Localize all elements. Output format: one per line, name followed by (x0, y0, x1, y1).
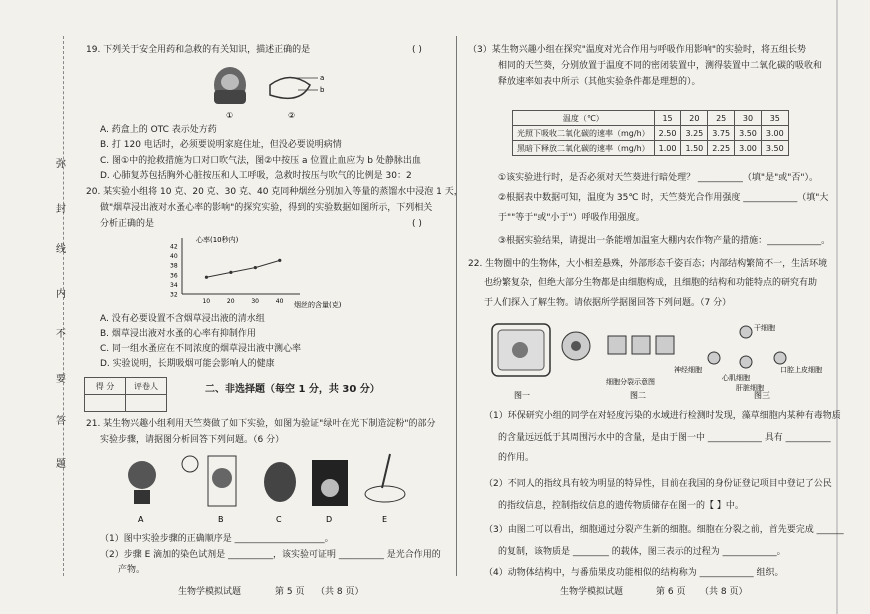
table-cell: 1.00 (654, 141, 681, 156)
q20-line-chart (160, 232, 360, 312)
fig1-label: 图一 (514, 391, 530, 400)
fig-label-b: B (218, 515, 224, 524)
footer-total-right: （共 8 页） (700, 587, 748, 597)
margin-char: 弥 (56, 159, 66, 170)
margin-char: 线 (56, 244, 66, 255)
q22-sub3-line2: 的复制，该物质是 ________ 的载体，图三表示的过程为 ____________。 (498, 547, 786, 557)
table-header: 35 (761, 111, 788, 126)
footer-total-left: （共 8 页） (316, 587, 364, 597)
q21-sub2-line2: 产物。 (118, 565, 146, 575)
chart-x-tick-label: 30 (251, 298, 259, 305)
chart-y-tick-label: 32 (170, 291, 178, 299)
table-header: 温度（℃） (513, 111, 655, 126)
table-cell: 光照下吸收二氧化碳的速率（mg/h） (513, 126, 655, 141)
chart-y-tick-label: 38 (170, 262, 178, 270)
q21-sub2-line1: （2）步骤 E 滴加的染色试剂是 __________，该实验可证明 __________ 是光合作用的 (100, 550, 441, 560)
q19-option-b: B. 打 120 电话时，必须要说明家庭住址，但没必要说明病情 (100, 140, 342, 150)
chart-ylabel: 心率(10秒内) (196, 236, 239, 244)
q21-3-sub2-line1: ②根据表中数据可知，温度为 35℃ 时，天竺葵光合作用强度 ____________（填"大 (498, 193, 829, 203)
q21-3-sub3: ③根据实验结果，请提出一条能增加温室大棚内农作物产量的措施：____________。 (498, 236, 831, 246)
temperature-table (512, 110, 789, 156)
q21-3-line1: （3）某生物兴趣小组在探究"温度对光合作用与呼吸作用影响"的实验时，将五组长势 (468, 45, 807, 55)
q20-line1: 20. 某实验小组将 10 克、20 克、30 克、40 克同种烟丝分别加入等量的蒸馏水中浸泡 1 天， (86, 187, 463, 197)
table-cell: 1.50 (681, 141, 708, 156)
footer-subject-right: 生物学模拟试题 (560, 587, 624, 597)
fig-label-e: E (382, 515, 388, 524)
q21-sub1: （1）图中实验步骤的正确顺序是 ____________________。 (100, 534, 334, 544)
table-cell: 3.50 (735, 126, 762, 141)
q21-figure (120, 450, 420, 530)
chart-x-tick-label: 40 (275, 298, 284, 305)
chart-y-tick-label: 34 (170, 281, 178, 289)
score-label: 得 分 (85, 378, 126, 395)
q20-option-a: A. 没有必要设置不含烟草浸出液的清水组 (100, 314, 265, 324)
score-box (84, 377, 167, 412)
margin-char: 答 (56, 416, 66, 427)
fig-label-d: D (326, 515, 333, 524)
q20-line3: 分析正确的是 (100, 219, 155, 229)
grader-cell[interactable] (126, 395, 167, 412)
q20-bracket: ( ) (412, 219, 422, 229)
q19-option-c: C. 图①中的抢救措施为口对口吹气法，图②中按压 a 位置止血应为 b 处静脉出血 (100, 156, 421, 166)
chart-data-point (278, 259, 281, 262)
q21-line2: 实验步骤，请据图分析回答下列问题。（6 分） (100, 435, 285, 445)
fig-letter-a: a (320, 74, 325, 82)
margin-char: 题 (56, 459, 66, 470)
table-cell: 3.00 (761, 126, 788, 141)
q22-sub2-line1: （2）不同人的指纹具有较为明显的特异性，目前在我国的身份证登记项目中登记了公民 (484, 479, 832, 489)
chart-y-tick-label: 42 (170, 243, 178, 251)
fig3-label: 图三 (754, 391, 770, 400)
footer-page-left: 第 5 页 (275, 587, 305, 597)
fig2-label: 图二 (630, 391, 646, 400)
q20-option-c: C. 同一组水蚤应在不同浓度的烟草浸出液中测心率 (100, 344, 302, 354)
chart-xlabel: 烟丝的含量(克) (294, 301, 342, 309)
table-cell: 3.00 (735, 141, 762, 156)
binding-dashed-line (63, 36, 64, 576)
footer-page-right: 第 6 页 (656, 587, 686, 597)
chart-y-tick-label: 36 (170, 272, 178, 280)
q19-bracket: ( ) (412, 45, 422, 55)
table-header: 25 (708, 111, 735, 126)
page-divider (456, 36, 457, 576)
q22-line1: 22. 生物圈中的生物体，大小相差悬殊，外部形态千姿百态；内部结构繁简不一，生活环境 (468, 259, 828, 269)
table-header: 20 (681, 111, 708, 126)
q21-3-line3: 释放速率如表中所示（其他实验条件都是理想的）。 (498, 77, 701, 87)
table-header: 30 (735, 111, 762, 126)
chart-x-tick-label: 20 (226, 298, 235, 305)
fig3-liver-label: 肝脏细胞 (736, 384, 764, 392)
grader-label: 评卷人 (126, 378, 167, 395)
q19-option-a: A. 药盒上的 OTC 表示处方药 (100, 125, 217, 135)
q20-line2: 做"烟草浸出液对水蚤心率的影响"的探究实验，得到的实验数据如图所示，下列相关 (100, 203, 433, 213)
chart-data-point (205, 276, 208, 279)
fig3-heart-label: 心肌细胞 (722, 374, 750, 382)
chart-series-line (206, 260, 279, 277)
q21-3-sub2-line2: 于""等于"或"小于"）呼吸作用强度。 (498, 213, 645, 223)
q22-line3: 于人们探入了解生物。请依据所学据图回答下列问题。（7 分） (484, 298, 732, 308)
margin-char: 不 (56, 329, 66, 340)
fig3-skin-label: 口腔上皮细胞 (780, 366, 822, 374)
table-cell: 3.25 (681, 126, 708, 141)
q21-line1: 21. 某生物兴趣小组利用天竺葵做了如下实验，如图为验证"绿叶在光下制造淀粉"的部分 (86, 419, 436, 429)
fig-letter-b: b (320, 86, 325, 94)
score-cell[interactable] (85, 395, 126, 412)
chart-data-point (254, 266, 257, 269)
table-cell: 黑暗下释放二氧化碳的速率（mg/h） (513, 141, 655, 156)
table-cell: 3.50 (761, 141, 788, 156)
q19-title: 19. 下列关于安全用药和急救的有关知识，描述正确的是 (86, 45, 311, 55)
q22-sub3-line1: （3）由图二可以看出，细胞通过分裂产生新的细胞。细胞在分裂之前，首先要完成 ______ (484, 525, 844, 535)
q20-option-b: B. 烟草浸出液对水蚤的心率有抑制作用 (100, 329, 256, 339)
table-row (513, 141, 789, 156)
q20-option-d: D. 实验说明，长期吸烟可能会影响人的健康 (100, 359, 275, 369)
paper-edge (836, 0, 838, 614)
q22-sub1-line3: 的作用。 (498, 453, 535, 463)
table-cell: 2.50 (654, 126, 681, 141)
q19-figure (200, 60, 330, 120)
fig-label-1: ① (226, 111, 234, 120)
margin-char: 要 (56, 374, 66, 385)
fig-label-2: ② (288, 111, 296, 120)
q22-sub2-line2: 的指纹信息，控制指纹信息的遗传物质储存在图一的【 】中。 (498, 501, 744, 511)
q22-line2: 也纷繁复杂，但绝大部分生物都是由细胞构成，且细胞的结构和功能特点的研究有助 (484, 278, 818, 288)
fig3-stem-label: 干细胞 (754, 324, 775, 332)
q22-sub1-line1: （1）环保研究小组的同学在对轻度污染的水域进行检测时发现，藻草细胞内某种有毒物质 (484, 411, 841, 421)
fig-label-c: C (276, 515, 282, 524)
fig3-nerve-label: 神经细胞 (674, 366, 702, 374)
q22-sub1-line2: 的含量远远低于其周围污水中的含量，是由于图一中 ____________ 具有 __________ (498, 433, 831, 443)
section2-title: 二、非选择题（每空 1 分，共 30 分） (205, 384, 380, 395)
q22-sub4: （4）动物体结构中，与番茄果皮功能相似的结构称为 ____________ 组织。 (484, 568, 784, 578)
table-header: 15 (654, 111, 681, 126)
q19-option-d: D. 心肺复苏包括胸外心脏按压和人工呼吸，急救时按压与吹气的比例是 30：2 (100, 171, 412, 181)
q21-3-line2: 相同的天竺葵，分别放置于温度不同的密闭装置中，测得装置中二氧化碳的吸收和 (498, 61, 823, 71)
footer-subject-left: 生物学模拟试题 (178, 587, 242, 597)
table-cell: 3.75 (708, 126, 735, 141)
margin-char: 封 (56, 204, 66, 215)
fig2-caption: 细胞分裂示意图 (606, 378, 655, 386)
table-row (513, 126, 789, 141)
q22-figures (484, 318, 824, 400)
margin-char: 内 (56, 289, 66, 300)
q21-3-sub1: ①该实验进行时，是否必须对天竺葵进行暗处理？ __________（填"是"或"否"）。 (498, 173, 818, 183)
chart-x-tick-label: 10 (202, 298, 211, 305)
chart-y-tick-label: 40 (170, 253, 178, 261)
chart-data-point (229, 271, 232, 274)
table-cell: 2.25 (708, 141, 735, 156)
fig-label-a: A (138, 515, 144, 524)
